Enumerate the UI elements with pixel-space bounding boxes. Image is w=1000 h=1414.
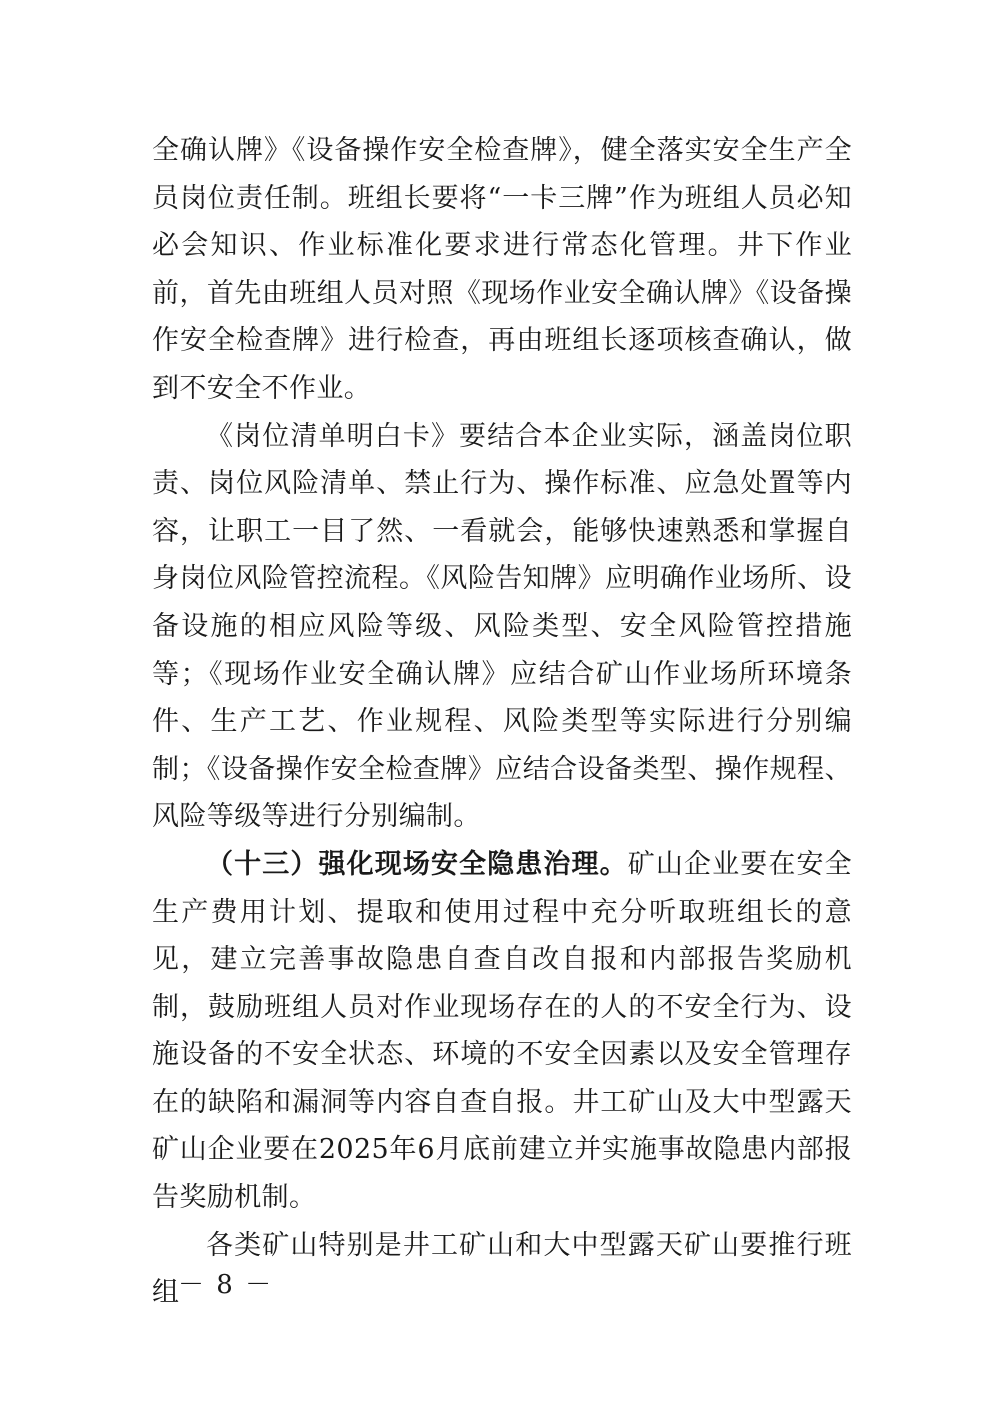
paragraph-text: 矿山企业要在安全生产费用计划、提取和使用过程中充分听取班组长的意见，建立完善事故隐患自查自改自报和内部报告奖励机制，鼓励班组人员对作业现场存在的人的不安全行为、设施设备的不安全状态、环境的不安全因素以及安全管理存在的缺陷和漏洞等内容自查自报。井工矿山及大中型露天矿山企业要在2025年6月底前建立并实施事故隐患内部报告奖励机制。 (152, 848, 853, 1214)
page-number: － 8 － (178, 1270, 274, 1300)
paragraph-text: 全确认牌》《设备操作安全检查牌》，健全落实安全生产全员岗位责任制。班组长要将“一卡三牌”作为班组人员必知必会知识、作业标准化要求进行常态化管理。井下作业前，首先由班组人员对照《现场作业安全确认牌》《设备操作安全检查牌》进行检查，再由班组长逐项核查确认，做到不安全不作业。 (152, 135, 852, 404)
paragraph-continuation (152, 127, 852, 413)
section-heading: （十三）强化现场安全隐患治理。 (206, 848, 628, 880)
paragraph-text: 各类矿山特别是井工矿山和大中型露天矿山要推行班组 (152, 1229, 852, 1309)
paragraph-text: 《岗位清单明白卡》要结合本企业实际，涵盖岗位职责、岗位风险清单、禁止行为、操作标准、应急处置等内容，让职工一目了然、一看就会，能够快速熟悉和掌握自身岗位风险管控流程。《风险告知牌》应明确作业场所、设备设施的相应风险等级、风险类型、安全风险管控措施等；《现场作业安全确认牌》应结合矿山作业场所环境条件、生产工艺、作业规程、风险类型等实际进行分别编制；《设备操作安全检查牌》应结合设备类型、操作规程、风险等级等进行分别编制。 (152, 420, 852, 833)
document-body (152, 127, 852, 1317)
paragraph-post-card-requirements (152, 413, 852, 841)
paragraph-section-13 (152, 841, 852, 1222)
